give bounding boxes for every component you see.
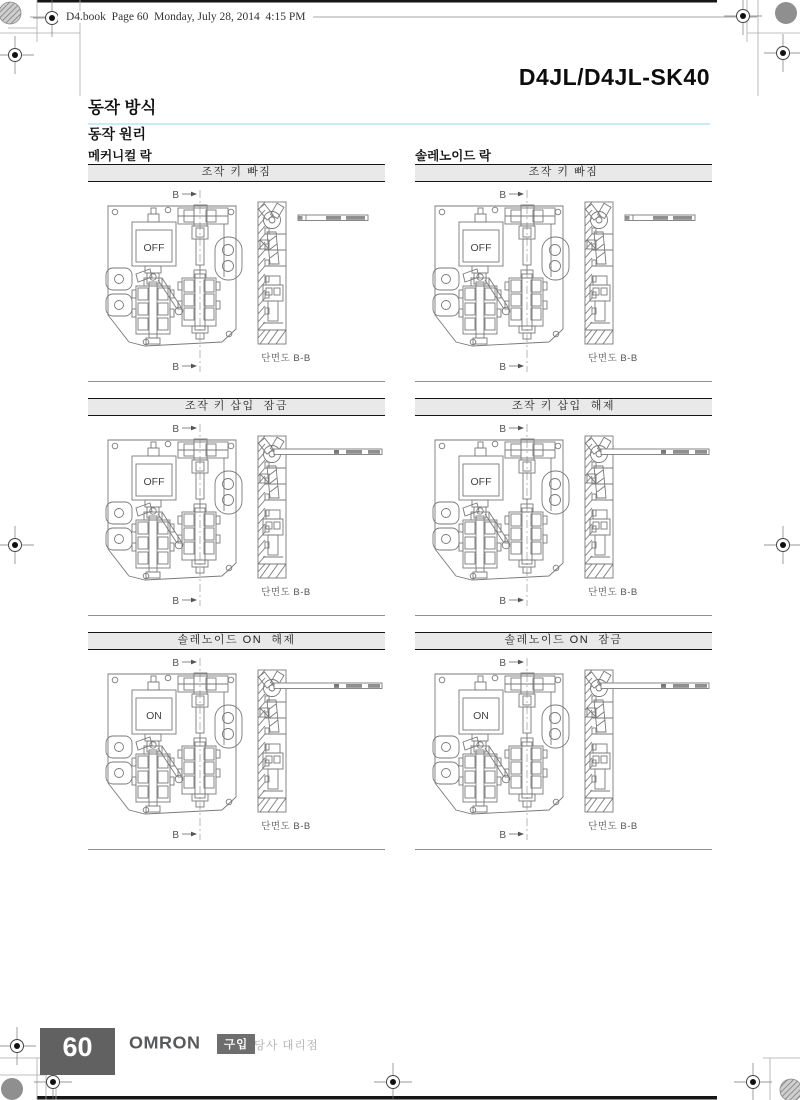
registration-mark xyxy=(724,0,762,35)
cross-section-view xyxy=(258,670,286,812)
section-heading: 동작 방식 xyxy=(88,94,710,125)
operation-panel xyxy=(415,632,712,850)
lock-type-column xyxy=(88,146,385,866)
section-caption: 단면도 B-B xyxy=(588,353,638,364)
b-label-bottom: B xyxy=(172,830,179,841)
operation-panel xyxy=(415,398,712,616)
b-label-bottom: B xyxy=(499,596,506,607)
column-label: 메커니컬 락 xyxy=(88,149,152,163)
operation-diagram xyxy=(88,416,385,616)
operation-diagram xyxy=(88,650,385,850)
panel-body xyxy=(415,416,712,616)
switch-state-label: ON xyxy=(473,710,489,722)
switch-state-label: OFF xyxy=(470,476,492,488)
switch-state-label: OFF xyxy=(470,242,492,254)
switch-main-view xyxy=(433,426,569,603)
operation-panel xyxy=(88,632,385,850)
cross-section-view xyxy=(585,202,613,344)
switch-main-view xyxy=(106,426,242,603)
operation-diagram xyxy=(415,416,712,616)
panel-header: 솔레노이드 ON 잠금 xyxy=(415,632,712,650)
cross-section-view xyxy=(585,436,613,578)
switch-main-view xyxy=(433,192,569,369)
registration-mark xyxy=(764,34,800,72)
section-caption: 단면도 B-B xyxy=(261,587,311,598)
switch-main-view xyxy=(106,660,242,837)
switch-main-view xyxy=(106,192,242,369)
operation-key xyxy=(601,683,709,689)
registration-mark xyxy=(764,526,800,564)
operation-key xyxy=(298,215,368,221)
cross-section-view xyxy=(585,670,613,812)
panel-header: 조작 키 삽입 해제 xyxy=(415,398,712,416)
panel-header: 조작 키 삽입 잠금 xyxy=(88,398,385,416)
purchase-badge-caption: 당사 대리점 xyxy=(254,1040,319,1052)
print-stamp: D4.book Page 60 Monday, July 28, 2014 4:15 PM xyxy=(58,11,313,23)
b-label-top: B xyxy=(172,658,179,669)
operation-key xyxy=(274,683,382,689)
omron-logo: OMRON xyxy=(129,1033,201,1053)
b-label-bottom: B xyxy=(499,362,506,373)
switch-state-label: ON xyxy=(146,710,162,722)
page-title: D4JL/D4JL-SK40 xyxy=(518,64,710,90)
switch-state-label: OFF xyxy=(143,242,165,254)
column-label: 솔레노이드 락 xyxy=(415,149,491,163)
operation-diagram xyxy=(415,650,712,850)
operation-diagram xyxy=(88,182,385,382)
b-label-bottom: B xyxy=(499,830,506,841)
panel-header: 조작 키 빠짐 xyxy=(88,164,385,182)
switch-main-view xyxy=(433,660,569,837)
b-label-top: B xyxy=(499,190,506,201)
section-caption: 단면도 B-B xyxy=(588,587,638,598)
switch-state-label: OFF xyxy=(143,476,165,488)
registration-mark xyxy=(374,1063,412,1100)
b-label-top: B xyxy=(499,424,506,435)
operation-key xyxy=(601,449,709,455)
panel-header: 솔레노이드 ON 해제 xyxy=(88,632,385,650)
b-label-top: B xyxy=(172,424,179,435)
registration-mark xyxy=(734,1063,772,1100)
b-label-top: B xyxy=(499,658,506,669)
b-label-bottom: B xyxy=(172,596,179,607)
operation-diagram xyxy=(415,182,712,382)
operation-key xyxy=(274,449,382,455)
section-caption: 단면도 B-B xyxy=(588,821,638,832)
panel-body xyxy=(415,182,712,382)
page-number: 60 xyxy=(40,1028,115,1075)
operation-key xyxy=(625,215,695,221)
b-label-bottom: B xyxy=(172,362,179,373)
cross-section-view xyxy=(258,202,286,344)
purchase-badge: 구입 xyxy=(217,1034,255,1054)
subsection-heading: 동작 원리 xyxy=(88,126,146,142)
b-label-top: B xyxy=(172,190,179,201)
operation-panel xyxy=(415,164,712,382)
panel-body xyxy=(88,416,385,616)
operation-principle-grid xyxy=(88,146,712,866)
section-caption: 단면도 B-B xyxy=(261,821,311,832)
panel-body xyxy=(88,182,385,382)
section-caption: 단면도 B-B xyxy=(261,353,311,364)
registration-mark xyxy=(0,526,34,564)
cross-section-view xyxy=(258,436,286,578)
operation-panel xyxy=(88,164,385,382)
operation-panel xyxy=(88,398,385,616)
panel-header: 조작 키 빠짐 xyxy=(415,164,712,182)
registration-mark xyxy=(0,36,34,74)
panel-body xyxy=(88,650,385,850)
registration-mark xyxy=(0,1027,36,1065)
panel-body xyxy=(415,650,712,850)
lock-type-column xyxy=(415,146,712,866)
